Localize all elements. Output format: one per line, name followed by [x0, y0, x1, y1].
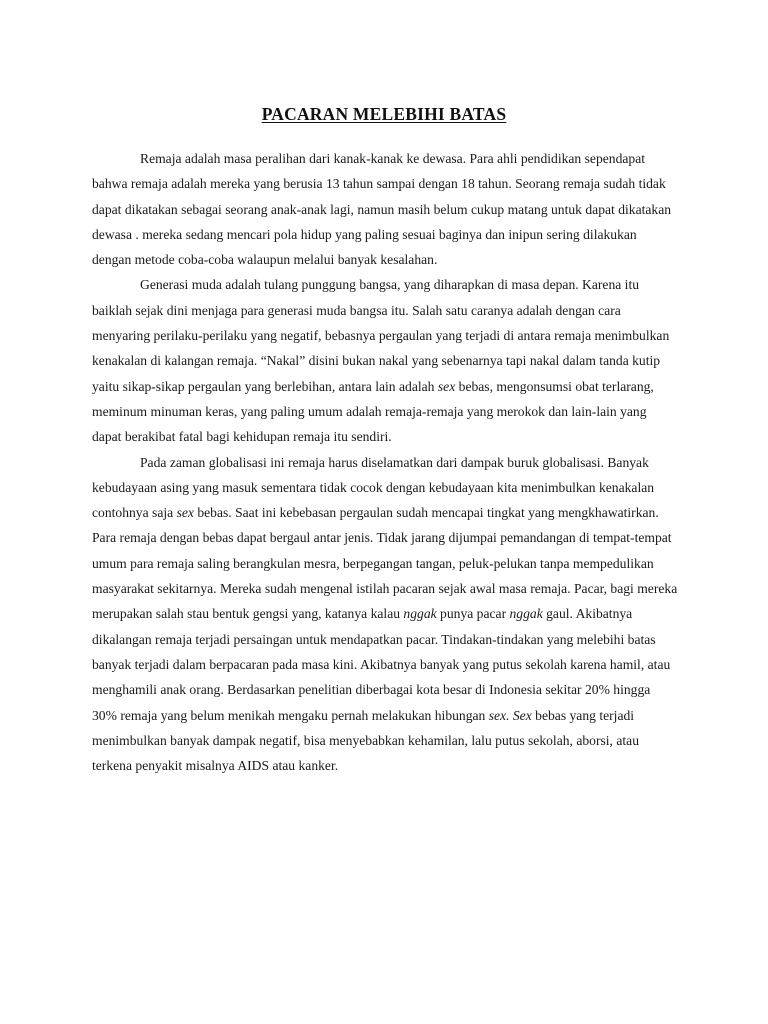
paragraph-2 — [92, 272, 678, 449]
paragraph-text: Pada zaman globalisasi ini remaja harus diselamatkan dari dampak buruk globalisasi. Banyak kebudayaan asing yang masuk sementara tidak cocok dengan kebudayaan kita menimbulkan kenakalan contohnya saja — [92, 454, 655, 521]
paragraph-text: punya pacar — [436, 606, 510, 622]
paragraph-text: gaul. Akibatnya dikalangan remaja terjadi persaingan untuk mendapatkan pacar. Tindakan-tindakan yang melebihi batas banyak terjadi dalam berpacaran pada masa kini. Akibatnya banyak yang putus sekolah karena hamil, atau menghamili anak orang. Berdasarkan penelitian diberbagai kota besar di Indonesia sekitar 20% hingga 30% remaja yang belum menikah mengaku pernah melakukan hibungan — [92, 606, 671, 723]
italic-term: sex. Sex — [488, 707, 532, 723]
paragraph-1 — [92, 146, 678, 272]
paragraph-text: bebas. Saat ini kebebasan pergaulan sudah mencapai tingkat yang mengkhawatirkan. Para remaja dengan bebas dapat bergaul antar jenis. Tidak jarang dijumpai pemandangan di tempat-tempat umum para remaja saling berangkulan mesra, berpegangan tangan, peluk-pelukan tanpa mempedulikan masyarakat sekitarnya. Mereka sudah mengenal istilah pacaran sejak awal masa remaja. Pacar, bagi mereka merupakan salah stau bentuk gengsi yang, katanya kalau — [92, 505, 678, 622]
paragraph-text: bebas, mengonsumsi obat terlarang, meminum minuman keras, yang paling umum adalah remaja-remaja yang merokok dan lain-lain yang dapat berakibat fatal bagi kehidupan remaja itu sendiri. — [92, 378, 654, 445]
italic-term: nggak — [403, 606, 437, 622]
document-title: PACARAN MELEBIHI BATAS — [261, 104, 507, 124]
italic-term: sex — [176, 505, 194, 521]
document-body — [92, 146, 678, 778]
italic-term: sex — [437, 378, 456, 394]
paragraph-text: bebas yang terjadi menimbulkan banyak dampak negatif, bisa menyebabkan kehamilan, lalu putus sekolah, aborsi, atau terkena penyakit misalnya AIDS atau kanker. — [92, 707, 639, 774]
italic-term: nggak — [509, 606, 543, 622]
paragraph-3 — [92, 450, 678, 779]
paragraph-text: Remaja adalah masa peralihan dari kanak-kanak ke dewasa. Para ahli pendidikan sependapat bahwa remaja adalah mereka yang berusia 13 tahun sampai dengan 18 tahun. Seorang remaja sudah tidak dapat dikatakan sebagai seorang anak-anak lagi, namun masih belum cukup matang untuk dapat dikatakan dewasa . mereka sedang mencari pola hidup yang paling sesuai baginya dan inipun sering dilakukan dengan metode coba-coba walaupun melalui banyak kesalahan. — [92, 151, 672, 268]
paragraph-text: Generasi muda adalah tulang punggung bangsa, yang diharapkan di masa depan. Karena itu baiklah sejak dini menjaga para generasi muda bangsa itu. Salah satu caranya adalah dengan cara menyaring perilaku-perilaku yang negatif, bebasnya pergaulan yang terjadi di antara remaja menimbulkan kenakalan di kalangan remaja. “Nakal” disini bukan nakal yang sebenarnya tapi nakal dalam tanda kutip yaitu sikap-sikap pergaulan yang berlebihan, antara lain adalah — [92, 277, 670, 394]
